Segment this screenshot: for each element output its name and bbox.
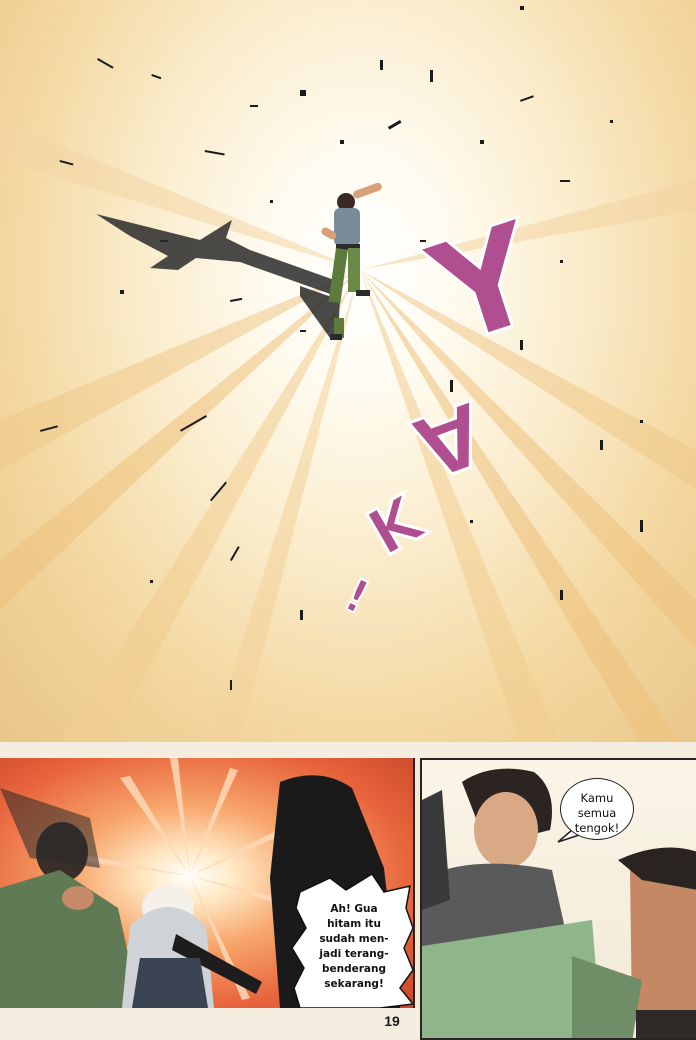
bottom-margin (0, 1008, 420, 1040)
speech-bubble-kamu (560, 778, 634, 840)
bubble-line: hitam itu (327, 918, 381, 930)
bottom-right-panel (420, 758, 696, 1040)
bubble-line: sekarang! (324, 978, 384, 990)
panel-gutter (0, 742, 696, 758)
bubble-line: tengok! (574, 821, 620, 835)
bubble-line: sudah men- (319, 933, 389, 945)
bubble-line: Kamu (580, 791, 614, 805)
bottom-left-panel (0, 758, 415, 1008)
sfx-letter-exclamation: ! (335, 567, 378, 626)
bubble-line: semua (577, 806, 617, 820)
bubble-line: jadi terang- (319, 948, 389, 960)
sfx-letter-a: A (401, 380, 499, 498)
characters-art (422, 760, 696, 1040)
man-green-jacket (0, 788, 140, 1008)
sfx-letter-k: K (356, 482, 436, 572)
shout-bubble-text (306, 894, 402, 1004)
bubble-line: benderang (321, 963, 386, 975)
bubble-line: Ah! Gua (330, 903, 378, 915)
page-number: 19 (384, 1013, 400, 1029)
sfx-letter-y: Y (411, 191, 559, 379)
